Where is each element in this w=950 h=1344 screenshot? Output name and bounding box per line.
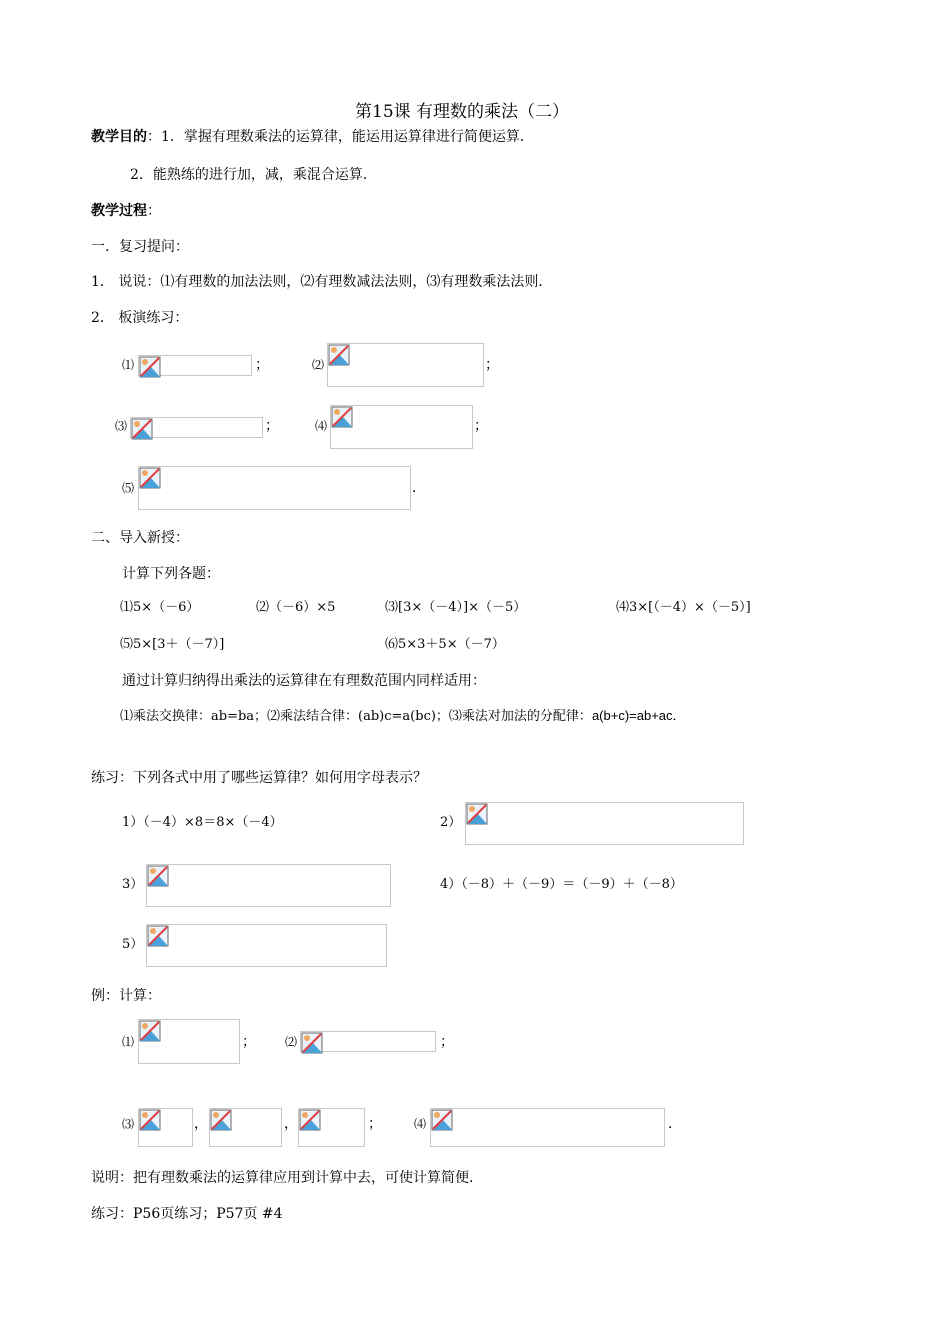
objectives-line-1: 教学目的：1．掌握有理数乘法的运算律，能运用运算律进行简便运算． bbox=[91, 129, 534, 145]
formula-image-placeholder bbox=[146, 864, 391, 907]
broken-image-icon bbox=[147, 925, 169, 947]
summary-text: 通过计算归纳得出乘法的运算律在有理数范围内同样适用： bbox=[122, 673, 486, 689]
broken-image-icon bbox=[131, 418, 153, 440]
process-heading: 教学过程： bbox=[91, 203, 161, 219]
review-question-2: 2． 板演练习： bbox=[91, 310, 189, 326]
laws-line bbox=[120, 707, 686, 726]
example-label-1: ⑴ bbox=[122, 1035, 135, 1049]
expression-1: ⑴5×（－6） bbox=[120, 600, 200, 615]
broken-image-icon bbox=[210, 1109, 232, 1131]
separator: ， bbox=[194, 1116, 208, 1132]
broken-image-icon bbox=[299, 1109, 321, 1131]
separator: ； bbox=[485, 357, 499, 373]
homework-text: 练习：P56页练习；P57页 #4 bbox=[91, 1206, 283, 1222]
separator: ； bbox=[368, 1116, 382, 1132]
practice-item-4: 4）（－8）＋（－9）＝（－9）＋（－8） bbox=[440, 877, 683, 892]
separator: ， bbox=[284, 1116, 298, 1132]
objectives-label: 教学目的 bbox=[91, 129, 147, 145]
expression-3: ⑶[3×（－4）]×（－5） bbox=[385, 600, 527, 615]
practice-item-3-label: 3） bbox=[122, 877, 144, 892]
separator: ； bbox=[242, 1034, 256, 1050]
formula-image-placeholder bbox=[430, 1108, 665, 1147]
exercise-label-5: ⑸ bbox=[122, 481, 135, 495]
separator: ； bbox=[474, 418, 488, 434]
distributive-formula: a(b+c)=ab+ac． bbox=[591, 708, 686, 723]
objective-1: 1．掌握有理数乘法的运算律，能运用运算律进行简便运算． bbox=[161, 129, 534, 145]
practice-item-2-label: 2） bbox=[440, 815, 462, 830]
formula-image-placeholder bbox=[138, 355, 252, 376]
formula-image-placeholder bbox=[138, 1108, 193, 1147]
formula-image-placeholder bbox=[300, 1031, 436, 1052]
exercise-label-4: ⑷ bbox=[315, 419, 328, 433]
note-text: 说明：把有理数乘法的运算律应用到计算中去，可使计算简便． bbox=[91, 1170, 483, 1186]
broken-image-icon bbox=[139, 1109, 161, 1131]
new-lesson-intro: 计算下列各题： bbox=[122, 566, 220, 582]
broken-image-icon bbox=[466, 803, 488, 825]
laws-text: ⑴乘法交换律：ab=ba；⑵乘法结合律：(ab)c=a(bc)；⑶乘法对加法的分配律： bbox=[120, 709, 592, 724]
exercise-label-1: ⑴ bbox=[122, 358, 135, 372]
broken-image-icon bbox=[328, 344, 350, 366]
broken-image-icon bbox=[139, 1020, 161, 1042]
exercise-label-2: ⑵ bbox=[312, 358, 325, 372]
formula-image-placeholder bbox=[130, 417, 263, 438]
separator: ． bbox=[412, 480, 426, 496]
separator: ； bbox=[255, 357, 269, 373]
review-heading: 一．复习提问： bbox=[91, 239, 189, 255]
example-label-2: ⑵ bbox=[285, 1035, 298, 1049]
expression-4: ⑷3×[（－4）×（－5）] bbox=[616, 600, 751, 615]
expression-5: ⑸5×[3＋（－7）] bbox=[120, 637, 225, 652]
formula-image-placeholder bbox=[465, 802, 744, 845]
formula-image-placeholder bbox=[138, 1019, 240, 1064]
formula-image-placeholder bbox=[298, 1108, 365, 1147]
exercise-label-3: ⑶ bbox=[115, 419, 128, 433]
formula-image-placeholder bbox=[330, 405, 473, 449]
example-label-4: ⑷ bbox=[414, 1117, 427, 1131]
new-lesson-heading: 二、导入新授： bbox=[91, 530, 189, 546]
broken-image-icon bbox=[431, 1109, 453, 1131]
formula-image-placeholder bbox=[209, 1108, 282, 1147]
formula-image-placeholder bbox=[138, 466, 411, 510]
separator: ； bbox=[265, 418, 279, 434]
broken-image-icon bbox=[331, 406, 353, 428]
formula-image-placeholder bbox=[327, 343, 484, 387]
expression-6: ⑹5×3＋5×（－7） bbox=[385, 637, 505, 652]
practice-item-5-label: 5） bbox=[122, 937, 144, 952]
example-label-3: ⑶ bbox=[122, 1117, 135, 1131]
example-heading: 例：计算： bbox=[91, 988, 161, 1004]
formula-image-placeholder bbox=[146, 924, 387, 967]
separator: ； bbox=[440, 1034, 454, 1050]
broken-image-icon bbox=[301, 1032, 323, 1054]
page-title: 第15课 有理数的乘法（二） bbox=[355, 102, 570, 122]
practice-item-1: 1）（－4）×8＝8×（－4） bbox=[122, 815, 283, 830]
separator: ． bbox=[668, 1116, 682, 1132]
broken-image-icon bbox=[147, 865, 169, 887]
objective-2: 2．能熟练的进行加，减，乘混合运算． bbox=[130, 167, 377, 183]
broken-image-icon bbox=[139, 467, 161, 489]
practice-question: 练习：下列各式中用了哪些运算律？如何用字母表示？ bbox=[91, 770, 427, 786]
broken-image-icon bbox=[139, 356, 161, 378]
review-question-1: 1． 说说：⑴有理数的加法法则，⑵有理数减法法则，⑶有理数乘法法则． bbox=[91, 274, 553, 290]
expression-2: ⑵（－6）×5 bbox=[256, 600, 336, 615]
